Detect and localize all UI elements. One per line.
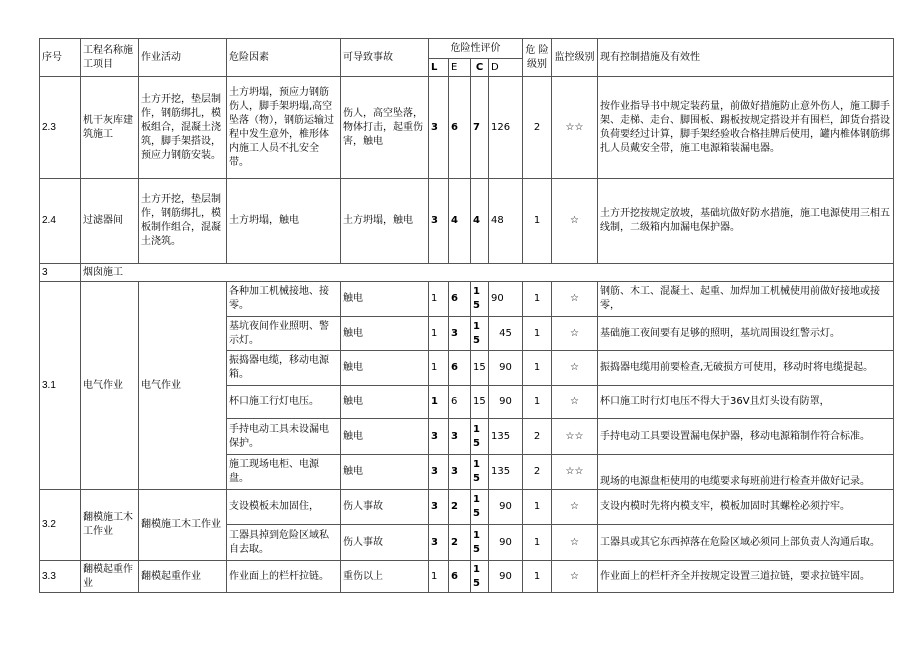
row-no: 3.2 — [40, 490, 81, 561]
row-E: 3 — [449, 419, 471, 455]
row-accident: 重伤以上 — [341, 561, 429, 593]
row-level: 2 — [523, 455, 552, 490]
row-C: 15 — [471, 351, 489, 386]
row-D: 90 — [489, 490, 523, 525]
row-measures: 按作业指导书中规定装药量，前做好措施防止意外伤人，施工脚手架、走梯、走台、脚围板、踢板按规定搭设并有围栏，卸货台搭设负荷要经过计算，脚手架经验收合格挂牌后使用，罐内椎体钢筋绑扎人员戴安全带，施工电源箱装漏电器。 — [598, 77, 894, 179]
row-L: 1 — [429, 386, 449, 419]
header-D: D — [489, 59, 523, 77]
header-risk-evaluation: 危险性评价 — [429, 39, 523, 59]
row-L: 3 — [429, 77, 449, 179]
row-D: 90 — [489, 386, 523, 419]
row-measures: 工器具或其它东西掉落在危险区域必须同上部负责人沟通后取。 — [598, 525, 894, 561]
row-L: 3 — [429, 490, 449, 525]
row-accident: 伤人事故 — [341, 525, 429, 561]
row-C: 4 — [471, 179, 489, 264]
hazard-assessment-table — [39, 38, 894, 593]
row-L: 3 — [429, 179, 449, 264]
table-row — [40, 179, 894, 264]
header-project: 工程名称施工项目 — [81, 39, 139, 77]
row-project: 机干灰库建筑施工 — [81, 77, 139, 179]
row-accident: 触电 — [341, 282, 429, 317]
section-title: 烟囱施工 — [81, 264, 894, 282]
row-monitor: ☆☆ — [552, 77, 598, 179]
row-C: 15 — [471, 282, 489, 317]
row-hazard: 土方坍塌，预应力钢筋伤人，脚手架坍塌,高空坠落（物），钢筋运输过程中发生意外，椎形体内施工人员不扎安全带。 — [227, 77, 341, 179]
row-C: 15 — [471, 455, 489, 490]
row-monitor: ☆ — [552, 525, 598, 561]
row-project: 过滤器间 — [81, 179, 139, 264]
row-level: 1 — [523, 317, 552, 351]
row-E: 6 — [449, 386, 471, 419]
row-accident: 土方坍塌，触电 — [341, 179, 429, 264]
row-hazard: 作业面上的栏杆拉链。 — [227, 561, 341, 593]
row-D: 135 — [489, 419, 523, 455]
header-accident: 可导致事故 — [341, 39, 429, 77]
row-C: 15 — [471, 386, 489, 419]
row-L: 1 — [429, 351, 449, 386]
row-level: 1 — [523, 561, 552, 593]
table-row — [40, 282, 894, 317]
row-L: 3 — [429, 525, 449, 561]
row-hazard: 杯口施工行灯电压。 — [227, 386, 341, 419]
row-no: 2.4 — [40, 179, 81, 264]
row-no: 3.3 — [40, 561, 81, 593]
row-monitor: ☆☆ — [552, 419, 598, 455]
row-L: 1 — [429, 561, 449, 593]
row-hazard: 土方坍塌，触电 — [227, 179, 341, 264]
row-hazard: 各种加工机械接地、接零。 — [227, 282, 341, 317]
row-activity: 翻模施工木工作业 — [139, 490, 227, 561]
row-E: 3 — [449, 317, 471, 351]
row-accident: 伤人，高空坠落，物体打击，起重伤害，触电 — [341, 77, 429, 179]
row-hazard: 手持电动工具未设漏电保护。 — [227, 419, 341, 455]
row-no: 2.3 — [40, 77, 81, 179]
row-L: 1 — [429, 317, 449, 351]
row-accident: 触电 — [341, 419, 429, 455]
row-level: 1 — [523, 525, 552, 561]
row-monitor: ☆ — [552, 561, 598, 593]
row-level: 1 — [523, 490, 552, 525]
row-C: 15 — [471, 561, 489, 593]
row-accident: 触电 — [341, 351, 429, 386]
header-risk-level: 危 险级别 — [523, 39, 552, 77]
row-C: 7 — [471, 77, 489, 179]
row-project: 电气作业 — [81, 282, 139, 490]
header-activity: 作业活动 — [139, 39, 227, 77]
row-E: 6 — [449, 561, 471, 593]
row-D: 48 — [489, 179, 523, 264]
row-L: 3 — [429, 455, 449, 490]
row-hazard: 基坑夜间作业照明、警示灯。 — [227, 317, 341, 351]
row-project: 翻模施工木工作业 — [81, 490, 139, 561]
row-D: 90 — [489, 561, 523, 593]
row-monitor: ☆☆ — [552, 455, 598, 490]
row-measures: 支设内模时先将内模支牢，模板加固时其螺栓必须拧牢。 — [598, 490, 894, 525]
row-E: 2 — [449, 525, 471, 561]
row-level: 1 — [523, 351, 552, 386]
row-activity: 翻模起重作业 — [139, 561, 227, 593]
header-no: 序号 — [40, 39, 81, 77]
row-hazard: 工器具掉到危险区域私自去取。 — [227, 525, 341, 561]
row-C: 15 — [471, 490, 489, 525]
row-monitor: ☆ — [552, 317, 598, 351]
row-level: 2 — [523, 77, 552, 179]
row-C: 15 — [471, 525, 489, 561]
row-D: 45 — [489, 317, 523, 351]
row-level: 1 — [523, 386, 552, 419]
table-row — [40, 77, 894, 179]
row-no: 3.1 — [40, 282, 81, 490]
row-D: 90 — [489, 351, 523, 386]
row-project: 翻模起重作业 — [81, 561, 139, 593]
row-C: 15 — [471, 317, 489, 351]
row-hazard: 支设模板未加固住， — [227, 490, 341, 525]
row-activity: 电气作业 — [139, 282, 227, 490]
row-hazard: 施工现场电柜、电源盘。 — [227, 455, 341, 490]
row-level: 2 — [523, 419, 552, 455]
row-measures: 手持电动工具要设置漏电保护器，移动电源箱制作符合标准。 — [598, 419, 894, 455]
row-measures: 基础施工夜间要有足够的照明，基坑周围设红警示灯。 — [598, 317, 894, 351]
header-control-measures: 现有控制措施及有效性 — [598, 39, 894, 77]
row-measures: 钢筋、木工、混凝土、起重、加焊加工机械使用前做好接地或接零， — [598, 282, 894, 317]
row-monitor: ☆ — [552, 179, 598, 264]
row-E: 6 — [449, 77, 471, 179]
row-monitor: ☆ — [552, 386, 598, 419]
header-monitor-level: 监控级别 — [552, 39, 598, 77]
row-E: 3 — [449, 455, 471, 490]
row-L: 3 — [429, 419, 449, 455]
row-level: 1 — [523, 282, 552, 317]
section-no: 3 — [40, 264, 81, 282]
row-hazard: 振捣器电缆，移动电源箱。 — [227, 351, 341, 386]
row-D: 126 — [489, 77, 523, 179]
section-row — [40, 264, 894, 282]
row-E: 6 — [449, 351, 471, 386]
row-measures: 杯口施工时行灯电压不得大于36V且灯头设有防罩， — [598, 386, 894, 419]
header-E: E — [449, 59, 471, 77]
row-measures: 土方开挖按规定放坡，基础坑做好防水措施，施工电源使用三相五线制，二级箱内加漏电保护器。 — [598, 179, 894, 264]
row-monitor: ☆ — [552, 282, 598, 317]
row-L: 1 — [429, 282, 449, 317]
row-C: 15 — [471, 419, 489, 455]
row-monitor: ☆ — [552, 351, 598, 386]
row-level: 1 — [523, 179, 552, 264]
row-measures: 现场的电源盘柜使用的电缆要求每班前进行检查并做好记录。 — [598, 455, 894, 490]
row-D: 90 — [489, 282, 523, 317]
row-activity: 土方开挖，垫层制作，钢筋绑扎，模板组合，混凝土浇筑，脚手架搭设，预应力钢筋安装。 — [139, 77, 227, 179]
row-activity: 土方开挖，垫层制作，钢筋绑扎，模板制作组合，混凝土浇筑。 — [139, 179, 227, 264]
row-D: 90 — [489, 525, 523, 561]
header-L: L — [429, 59, 449, 77]
row-measures: 作业面上的栏杆齐全并按规定设置三道拉链，要求拉链牢固。 — [598, 561, 894, 593]
header-hazard: 危险因素 — [227, 39, 341, 77]
row-accident: 触电 — [341, 317, 429, 351]
row-E: 4 — [449, 179, 471, 264]
row-E: 2 — [449, 490, 471, 525]
row-accident: 伤人事故 — [341, 490, 429, 525]
row-accident: 触电 — [341, 386, 429, 419]
row-D: 135 — [489, 455, 523, 490]
table-row — [40, 561, 894, 593]
header-C: C — [471, 59, 489, 77]
table-row — [40, 490, 894, 525]
row-monitor: ☆ — [552, 490, 598, 525]
row-measures: 振捣器电缆用前要检查,无破损方可使用，移动时将电缆提起。 — [598, 351, 894, 386]
row-E: 6 — [449, 282, 471, 317]
row-accident: 触电 — [341, 455, 429, 490]
